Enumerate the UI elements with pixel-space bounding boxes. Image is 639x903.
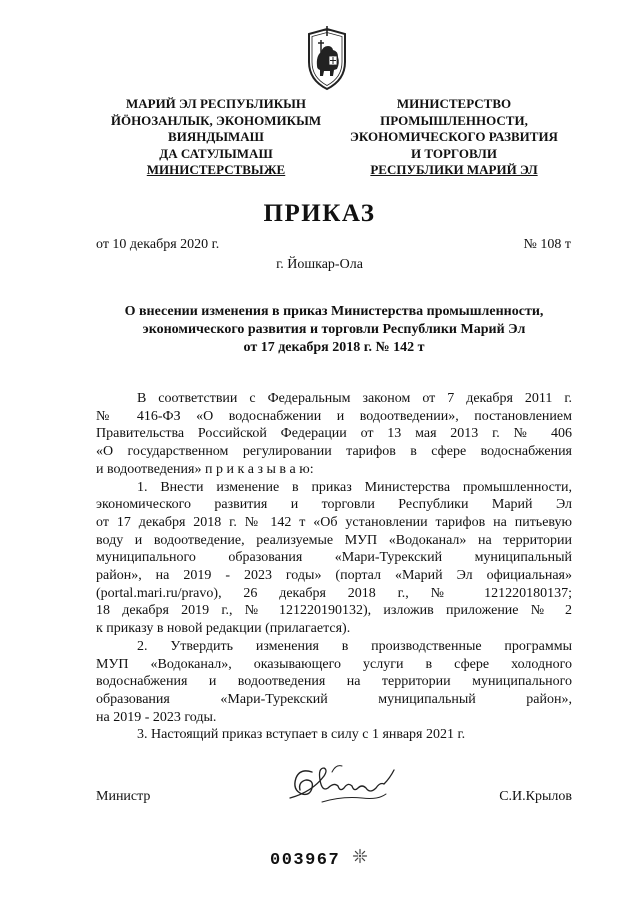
- coat-of-arms-icon: [299, 26, 355, 92]
- header-left-block: [96, 96, 336, 179]
- document-subject: [96, 303, 572, 357]
- body-line: (portal.mari.ru/pravo), 26 декабря 2018 г., № 121220180137;: [96, 585, 572, 601]
- body-line: 1. Внести изменение в приказ Министерства промышленности,: [137, 479, 572, 495]
- body-line: 3. Настоящий приказ вступает в силу с 1 января 2021 г.: [137, 727, 466, 743]
- header-right-block: [336, 96, 572, 179]
- body-line: воду и водоотведение, реализуемые МУП «Водоканал» на территории: [96, 532, 572, 548]
- body-line: МУП «Водоканал», оказывающего услуги в сфере холодного: [96, 656, 572, 672]
- subject-line: от 17 декабря 2018 г. № 142 т: [243, 340, 425, 355]
- body-line: 2. Утвердить изменения в производственные программы: [137, 638, 572, 654]
- body-line: к приказу в новой редакции (прилагается).: [96, 621, 351, 637]
- body-line: «О государственном регулировании тарифов в сфере водоснабжения: [96, 444, 572, 460]
- document-body: [96, 390, 572, 744]
- header-right-line: ПРОМЫШЛЕННОСТИ,: [380, 112, 528, 128]
- document-title: ПРИКАЗ: [263, 200, 376, 227]
- body-line: Правительства Российской Федерации от 13 мая 2013 г. № 406: [96, 426, 572, 442]
- document-number: № 108 т: [523, 237, 571, 252]
- header-left-line: ВИЯНДЫМАШ: [168, 129, 264, 145]
- header-left-line: МИНИСТЕРСТВЫЖЕ: [146, 162, 286, 178]
- body-line: 18 декабря 2019 г., № 121220190132), изложив приложение № 2: [96, 603, 572, 619]
- signatory-name: С.И.Крылов: [499, 789, 572, 804]
- body-line: и водоотведения» п р и к а з ы в а ю:: [96, 461, 314, 477]
- body-line: № 416-ФЗ «О водоснабжении и водоотведении», постановлением: [96, 408, 572, 424]
- header-left-line: ДА САТУЛЫМАШ: [159, 145, 273, 161]
- subject-line: экономического развития и торговли Республики Марий Эл: [142, 322, 526, 337]
- header-right-line: И ТОРГОВЛИ: [411, 145, 497, 161]
- body-line: на 2019 - 2023 годы.: [96, 709, 217, 725]
- body-line: муниципального образования «Мари-Турекский муниципальный: [96, 550, 572, 566]
- body-line: В соответствии с Федеральным законом от 7 декабря 2011 г.: [137, 391, 572, 406]
- body-line: образования «Мари-Турекский муниципальный район»,: [96, 691, 572, 707]
- header-left-line: ЙӦНОЗАНЛЫК, ЭКОНОМИКЫМ: [110, 112, 322, 128]
- signature-icon: [282, 758, 412, 816]
- serial-number: 003967: [270, 851, 341, 870]
- body-line: водоснабжения и водоотведения на территории муниципального: [96, 674, 572, 690]
- signatory-position: Министр: [96, 789, 151, 804]
- subject-line: О внесении изменения в приказ Министерства промышленности,: [124, 304, 544, 319]
- body-line: район», на 2019 - 2023 годы» (портал «Марий Эл официальная»: [96, 568, 572, 584]
- document-date: от 10 декабря 2020 г.: [96, 237, 220, 252]
- header-left-line: МАРИЙ ЭЛ РЕСПУБЛИКЫН: [125, 96, 307, 111]
- header-right-line: ЭКОНОМИЧЕСКОГО РАЗВИТИЯ: [350, 129, 558, 145]
- body-line: экономического развития и торговли Республики Марий Эл: [96, 497, 572, 513]
- star-ornament-icon: [352, 848, 368, 864]
- body-line: от 17 декабря 2018 г. № 142 т «Об установлении тарифов на питьевую: [96, 514, 572, 530]
- header-right-line: РЕСПУБЛИКИ МАРИЙ ЭЛ: [370, 162, 538, 178]
- document-city: г. Йошкар-Ола: [276, 257, 363, 272]
- header-right-line: МИНИСТЕРСТВО: [396, 96, 512, 111]
